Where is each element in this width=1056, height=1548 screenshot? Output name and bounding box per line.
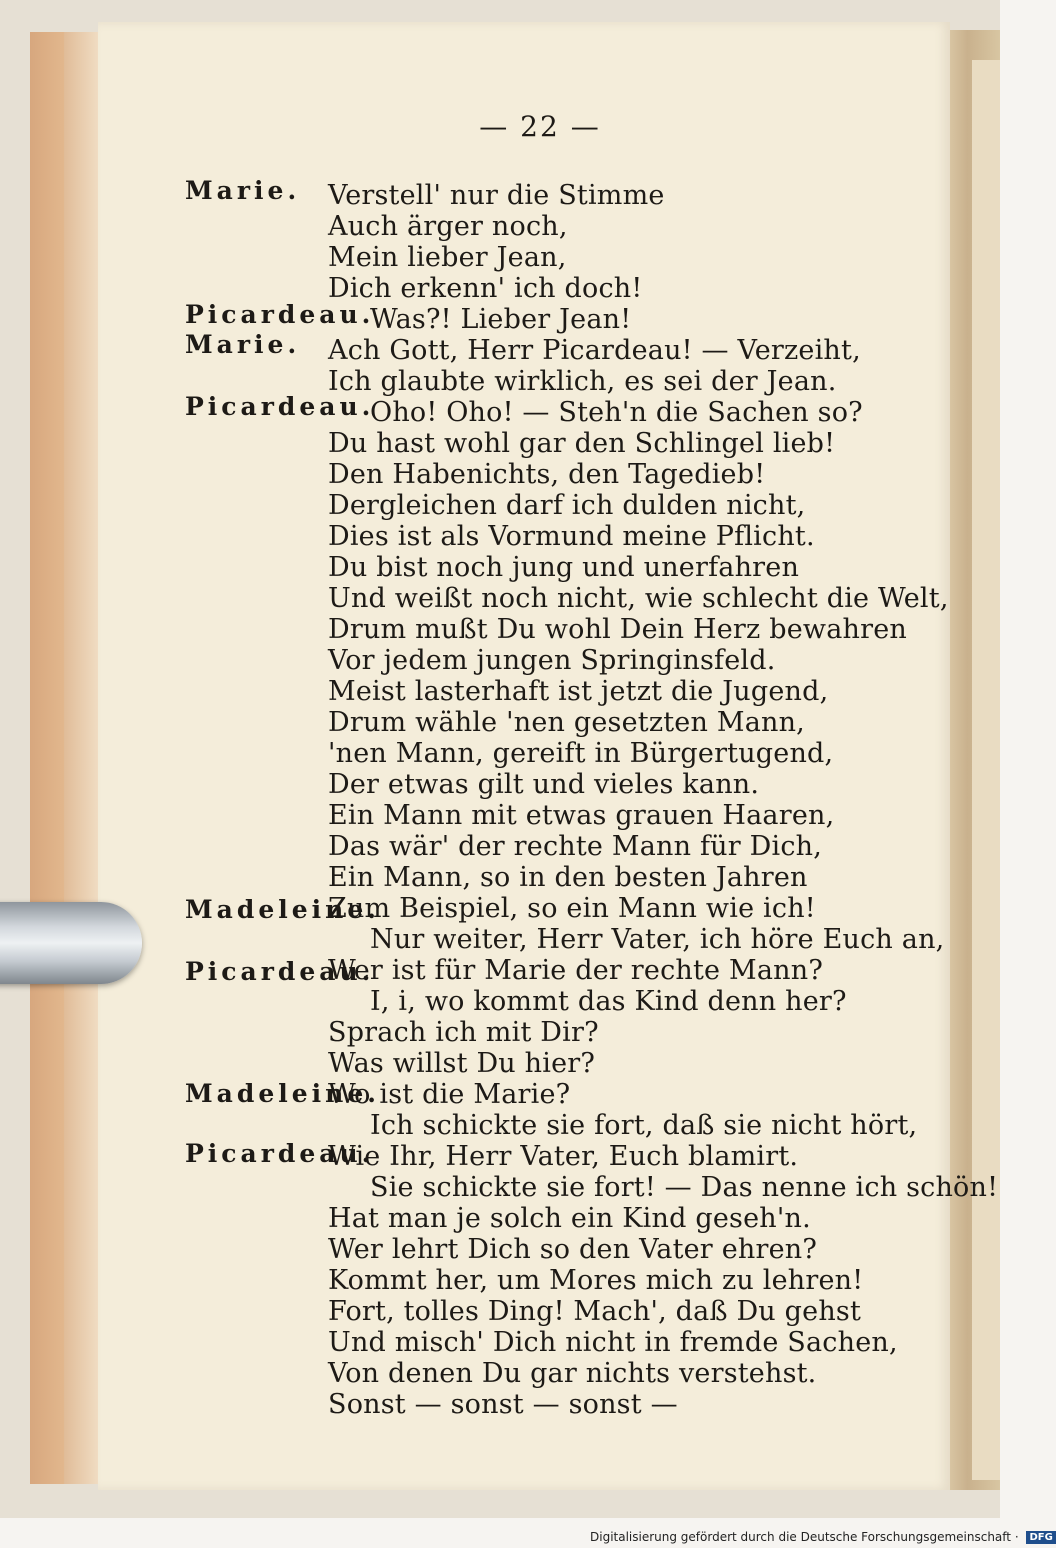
verse-line: Drum mußt Du wohl Dein Herz bewahren [328,614,907,645]
verse-line: Den Habenichts, den Tagedieb! [328,459,766,490]
verse-line: Ein Mann, so in den besten Jahren [328,862,808,893]
verse-line: Du hast wohl gar den Schlingel lieb! [328,428,836,459]
speaker-picardeau: Picardeau. [185,1139,375,1168]
verse-line: Kommt her, um Mores mich zu lehren! [328,1265,864,1296]
verse-line: Zum Beispiel, so ein Mann wie ich! [328,893,816,924]
verse-line: Von denen Du gar nichts verstehst. [328,1358,817,1389]
verse-line: Hat man je solch ein Kind geseh'n. [328,1203,811,1234]
verse-line: Wie Ihr, Herr Vater, Euch blamirt. [328,1141,799,1172]
speaker-marie: Marie. [185,330,301,359]
verse-line: Verstell' nur die Stimme [328,180,665,211]
verse-line: Wer ist für Marie der rechte Mann? [328,955,824,986]
verse-line: Sprach ich mit Dir? [328,1017,599,1048]
verse-line: Drum wähle 'nen gesetzten Mann, [328,707,805,738]
verse-line: I, i, wo kommt das Kind denn her? [370,986,847,1017]
facing-page-strip [972,60,1000,1480]
verse-line: Dich erkenn' ich doch! [328,273,643,304]
verse-line: Auch ärger noch, [328,211,568,242]
page-number: — 22 — [479,110,601,143]
verse-line: Wo ist die Marie? [328,1079,571,1110]
verse-line: Und misch' Dich nicht in fremde Sachen, [328,1327,898,1358]
verse-line: Und weißt noch nicht, wie schlecht die Welt, [328,583,949,614]
verse-line: 'nen Mann, gereift in Bürgertugend, [328,738,834,769]
verse-line: Dergleichen darf ich dulden nicht, [328,490,806,521]
verse-line: Mein lieber Jean, [328,242,567,273]
footer-credit-text: Digitalisierung gefördert durch die Deutsche Forschungsgemeinschaft [590,1530,1012,1544]
verse-line: Wer lehrt Dich so den Vater ehren? [328,1234,818,1265]
cover-inner-edge [64,32,98,1484]
speaker-madeleine: Madeleine. [185,895,380,924]
verse-line: Fort, tolles Ding! Mach', daß Du gehst [328,1296,862,1327]
verse-line: Ich schickte sie fort, daß sie nicht hört, [370,1110,918,1141]
verse-line: Vor jedem jungen Springinsfeld. [328,645,776,676]
speaker-picardeau: Picardeau. [185,957,375,986]
verse-line: Sie schickte sie fort! — Das nenne ich schön! [370,1172,999,1203]
verse-line: Ein Mann mit etwas grauen Haaren, [328,800,835,831]
verse-line: Ich glaubte wirklich, es sei der Jean. [328,366,837,397]
verse-line: Dies ist als Vormund meine Pflicht. [328,521,815,552]
footer-separator: · [1014,1530,1023,1544]
verse-line: Was?! Lieber Jean! [370,304,632,335]
dfg-logo: DFG [1026,1531,1055,1544]
footer-credit [590,1527,1053,1548]
verse-line: Sonst — sonst — sonst — [328,1389,678,1420]
verse-line: Oho! Oho! — Steh'n die Sachen so? [370,397,863,428]
speaker-picardeau: Picardeau. [185,300,375,329]
speaker-madeleine: Madeleine. [185,1079,380,1108]
speaker-marie: Marie. [185,176,301,205]
verse-line: Was willst Du hier? [328,1048,596,1079]
verse-line: Der etwas gilt und vieles kann. [328,769,760,800]
verse-line: Nur weiter, Herr Vater, ich höre Euch an, [370,924,945,955]
verse-line: Du bist noch jung und unerfahren [328,552,800,583]
verse-line: Das wär' der rechte Mann für Dich, [328,831,823,862]
speaker-picardeau: Picardeau. [185,392,375,421]
verse-line: Meist lasterhaft ist jetzt die Jugend, [328,676,829,707]
verse-line: Ach Gott, Herr Picardeau! — Verzeiht, [328,335,861,366]
page-clip [0,902,142,984]
